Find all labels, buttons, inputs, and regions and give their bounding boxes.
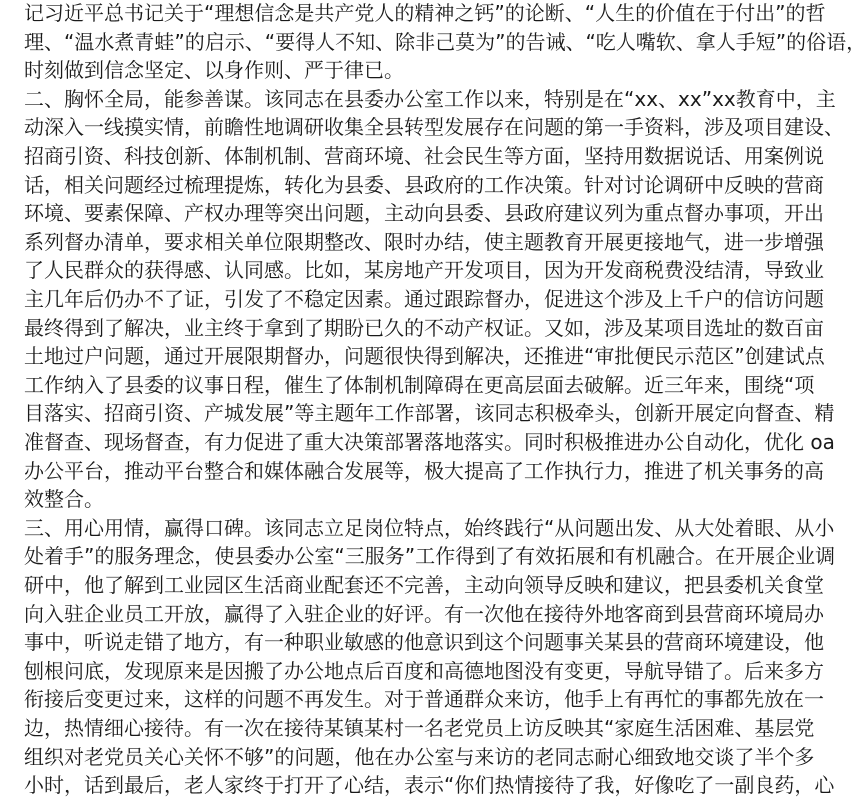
text-line: 组织对老党员关心关怀不够”的问题，他在办公室与来访的老同志耐心细致地交谈了半个多	[24, 744, 815, 769]
text-line: 最终得到了解决，业主终于拿到了期盼已久的不动产权证。又如，涉及某项目选址的数百亩	[24, 315, 824, 340]
text-line: 环境、要素保障、产权办理等突出问题，主动向县委、县政府建议列为重点督办事项，开出	[24, 201, 824, 226]
text-line: 主几年后仍办不了证，引发了不稳定因素。通过跟踪督办，促进这个涉及上千户的信访问题	[24, 287, 824, 311]
text-line: 准督查、现场督查，有力促进了重大决策部署落地落实。同时积极推进办公自动化，优化 oa	[24, 430, 835, 454]
text-line: 动深入一线摸实情，前瞻性地调研收集全县转型发展存在问题的第一手资料，涉及项目建设、	[24, 115, 844, 140]
text-line: 三、用心用情，赢得口碑。该同志立足岗位特点，始终践行“从问题出发、从大处着眼、从小	[24, 515, 835, 540]
text-line: 向入驻企业员工开放，赢得了入驻企业的好评。有一次他在接待外地客商到县营商环境局办	[24, 601, 824, 626]
text-line: 理、“温水煮青蛙”的启示、“要得人不知、除非己莫为”的告诫、“吃人嘴软、拿人手短”的俗语，	[24, 29, 866, 54]
text-line: 衔接后变更过来，这样的问题不再发生。对于普通群众来访，他手上有再忙的事都先放在一	[24, 687, 824, 712]
text-line: 事中，听说走错了地方，有一种职业敏感的他意识到这个问题事关某县的营商环境建设，他	[24, 630, 824, 655]
text-line: 处着手”的服务理念，使县委办公室“三服务”工作得到了有效拓展和有机融合。在开展企业调	[24, 544, 836, 569]
text-line: 边，热情细心接待。有一次在接待某镇某村一名老党员上访反映其“家庭生活困难、基层党	[24, 716, 815, 740]
text-line: 小时，话到最后，老人家终于打开了心结，表示“你们热情接待了我，好像吃了一副良药，心	[24, 773, 835, 798]
text-line: 刨根问底，发现原来是因搬了办公地点后百度和高德地图没有变更，导航导错了。后来多方	[24, 658, 824, 683]
text-line: 办公平台，推动平台整合和媒体融合发展等，极大提高了工作执行力，推进了机关事务的高	[24, 458, 824, 483]
text-line: 时刻做到信念坚定、以身作则、严于律已。	[24, 58, 404, 83]
text-line: 二、胸怀全局，能参善谋。该同志在县委办公室工作以来，特别是在“xx、xx”xx教育中，主	[24, 86, 836, 111]
text-line: 工作纳入了县委的议事日程，催生了体制机制障碍在更高层面去破解。近三年来，围绕“项	[24, 372, 815, 397]
text-line: 土地过户问题，通过开展限期督办，问题很快得到解决，还推进“审批便民示范区”创建试点	[24, 344, 825, 369]
text-line: 记习近平总书记关于“理想信念是共产党人的精神之钙”的论断、“人生的价值在于付出”的哲	[24, 1, 826, 25]
text-line: 目落实、招商引资、产城发展”等主题年工作部署，该同志积极牵头，创新开展定向督查、精	[24, 401, 835, 426]
text-line: 效整合。	[24, 487, 104, 512]
text-line: 招商引资、科技创新、体制机制、营商环境、社会民生等方面，坚持用数据说话、用案例说	[24, 144, 824, 168]
text-line: 了人民群众的获得感、认同感。比如，某房地产开发项目，因为开发商税费没结清，导致业	[24, 258, 824, 283]
text-line: 系列督办清单，要求相关单位限期整改、限时办结，使主题教育开展更接地气，进一步增强	[24, 229, 824, 254]
text-line: 研中，他了解到工业园区生活商业配套还不完善，主动向领导反映和建议，把县委机关食堂	[24, 573, 824, 597]
text-line: 话，相关问题经过梳理提炼，转化为县委、县政府的工作决策。针对讨论调研中反映的营商	[24, 172, 824, 197]
